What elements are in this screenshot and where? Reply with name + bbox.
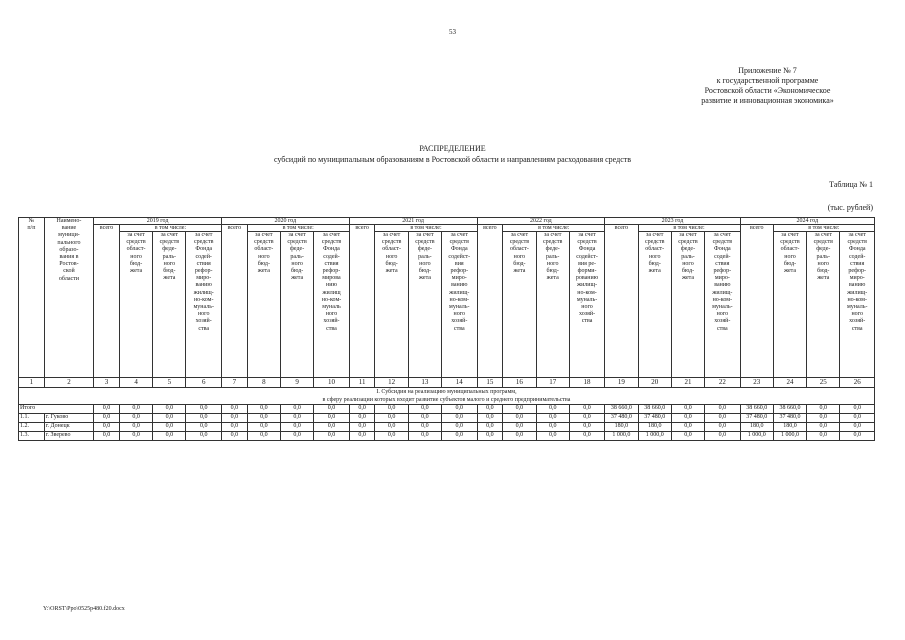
units-label: (тыс. рублей) bbox=[827, 203, 873, 212]
value-cell: 0,0 bbox=[442, 423, 477, 432]
column-number: 26 bbox=[840, 378, 875, 388]
value-cell: 0,0 bbox=[153, 405, 186, 414]
column-number: 10 bbox=[314, 378, 349, 388]
value-cell: 0,0 bbox=[314, 405, 349, 414]
column-number: 2 bbox=[44, 378, 93, 388]
header-total: всего bbox=[740, 225, 773, 378]
value-cell: 0,0 bbox=[153, 423, 186, 432]
value-cell: 0,0 bbox=[671, 405, 704, 414]
header-housing-fund: за счет средств Фонда содейст- вия рефор- миро- ванию жилищ- но-ком- муналь- ного хозяй- ства bbox=[442, 232, 477, 378]
value-cell: 0,0 bbox=[349, 432, 375, 441]
header-year: 2022 год bbox=[477, 218, 605, 225]
header-regional-budget: за счет средств област- ного бюд- жета bbox=[119, 232, 152, 378]
header-housing-fund: за счет средств Фонда содей- ствия рефор- миро- ванию жилищ- но-ком- муналь- ного хозяй- ства bbox=[705, 232, 740, 378]
header-housing-fund: за счет средств Фонда содейст- вия ре- форми- рованию жилищ- но-ком- муналь- ного хозяй- ства bbox=[569, 232, 604, 378]
value-cell: 0,0 bbox=[280, 405, 313, 414]
value-cell: 180,0 bbox=[740, 423, 773, 432]
header-including: в том числе: bbox=[375, 225, 477, 232]
title-line: РАСПРЕДЕЛЕНИЕ bbox=[419, 144, 486, 153]
value-cell: 0,0 bbox=[536, 405, 569, 414]
header-including: в том числе: bbox=[247, 225, 349, 232]
value-cell: 0,0 bbox=[671, 414, 704, 423]
value-cell: 38 660,0 bbox=[638, 405, 671, 414]
value-cell: 0,0 bbox=[569, 405, 604, 414]
column-number: 12 bbox=[375, 378, 408, 388]
value-cell: 0,0 bbox=[477, 423, 503, 432]
value-cell: 0,0 bbox=[840, 405, 875, 414]
value-cell: 38 660,0 bbox=[740, 405, 773, 414]
value-cell: 0,0 bbox=[186, 405, 221, 414]
value-cell: 0,0 bbox=[221, 432, 247, 441]
value-cell: 0,0 bbox=[375, 423, 408, 432]
value-cell: 0,0 bbox=[408, 432, 441, 441]
value-cell: 0,0 bbox=[705, 423, 740, 432]
value-cell: 0,0 bbox=[349, 405, 375, 414]
header-including: в том числе: bbox=[119, 225, 221, 232]
header-regional-budget: за счет средств област- ного бюд- жета bbox=[247, 232, 280, 378]
header-housing-fund: за счет средств Фонда содей- ствия рефор- миро- ванию жилищ- но-ком- муналь- ного хозяй- ства bbox=[840, 232, 875, 378]
header-including: в том числе: bbox=[638, 225, 740, 232]
value-cell: 0,0 bbox=[503, 405, 536, 414]
header-including: в том числе: bbox=[773, 225, 874, 232]
value-cell: 0,0 bbox=[186, 414, 221, 423]
row-municipality: г. Зверево bbox=[44, 432, 93, 441]
value-cell: 180,0 bbox=[773, 423, 806, 432]
header-regional-budget: за счет средств област- ного бюд- жета bbox=[375, 232, 408, 378]
column-number: 15 bbox=[477, 378, 503, 388]
column-number: 24 bbox=[773, 378, 806, 388]
appendix-line: Ростовской области «Экономическое bbox=[704, 86, 831, 95]
value-cell: 0,0 bbox=[408, 405, 441, 414]
value-cell: 0,0 bbox=[840, 414, 875, 423]
value-cell: 0,0 bbox=[280, 414, 313, 423]
value-cell: 180,0 bbox=[605, 423, 638, 432]
value-cell: 0,0 bbox=[408, 414, 441, 423]
table-row bbox=[19, 414, 875, 423]
value-cell: 0,0 bbox=[94, 423, 120, 432]
value-cell: 0,0 bbox=[94, 414, 120, 423]
value-cell: 0,0 bbox=[186, 423, 221, 432]
section-title: I. Субсидия на реализацию муниципальных программ, в сферу реализации которых входит развитие субъектов малого и среднего предпринимательства bbox=[19, 388, 875, 405]
value-cell: 0,0 bbox=[153, 432, 186, 441]
header-federal-budget: за счет средств феде- раль- ного бюд- жета bbox=[408, 232, 441, 378]
column-number: 14 bbox=[442, 378, 477, 388]
table-row bbox=[19, 432, 875, 441]
row-number: 1.2. bbox=[19, 423, 45, 432]
value-cell: 0,0 bbox=[247, 414, 280, 423]
row-number: 1.3. bbox=[19, 432, 45, 441]
header-municipality: Наимено- вание муници- пального образо- вания в Ростов- ской области bbox=[44, 218, 93, 378]
column-number: 21 bbox=[671, 378, 704, 388]
header-num: № п/п bbox=[19, 218, 45, 378]
column-number: 8 bbox=[247, 378, 280, 388]
value-cell: 0,0 bbox=[477, 405, 503, 414]
file-path-footer: Y:\ORST\Ppo\0525p480.f20.docx bbox=[43, 606, 125, 612]
value-cell: 37 480,0 bbox=[773, 414, 806, 423]
appendix-line: к государственной программе bbox=[716, 76, 819, 85]
table-row bbox=[19, 405, 875, 414]
header-federal-budget: за счет средств феде- раль- ного бюд- жета bbox=[807, 232, 840, 378]
column-number: 19 bbox=[605, 378, 638, 388]
column-number: 18 bbox=[569, 378, 604, 388]
header-regional-budget: за счет средств област- ного бюд- жета bbox=[503, 232, 536, 378]
value-cell: 0,0 bbox=[671, 423, 704, 432]
value-cell: 0,0 bbox=[705, 405, 740, 414]
column-number: 4 bbox=[119, 378, 152, 388]
row-municipality: г. Гуково bbox=[44, 414, 93, 423]
value-cell: 0,0 bbox=[221, 414, 247, 423]
value-cell: 0,0 bbox=[442, 432, 477, 441]
value-cell: 0,0 bbox=[442, 405, 477, 414]
row-label: Итого bbox=[19, 405, 94, 414]
row-municipality: г. Донецк bbox=[44, 423, 93, 432]
value-cell: 0,0 bbox=[671, 432, 704, 441]
value-cell: 0,0 bbox=[536, 414, 569, 423]
header-year: 2021 год bbox=[349, 218, 477, 225]
value-cell: 0,0 bbox=[569, 423, 604, 432]
value-cell: 0,0 bbox=[569, 432, 604, 441]
value-cell: 0,0 bbox=[247, 432, 280, 441]
row-number: 1.1. bbox=[19, 414, 45, 423]
column-number: 11 bbox=[349, 378, 375, 388]
value-cell: 37 480,0 bbox=[740, 414, 773, 423]
column-number: 6 bbox=[186, 378, 221, 388]
value-cell: 0,0 bbox=[536, 423, 569, 432]
header-federal-budget: за счет средств феде- раль- ного бюд- жета bbox=[280, 232, 313, 378]
column-number: 5 bbox=[153, 378, 186, 388]
value-cell: 0,0 bbox=[221, 423, 247, 432]
value-cell: 0,0 bbox=[119, 405, 152, 414]
value-cell: 0,0 bbox=[153, 414, 186, 423]
value-cell: 0,0 bbox=[314, 423, 349, 432]
value-cell: 38 660,0 bbox=[773, 405, 806, 414]
header-federal-budget: за счет средств феде- раль- ного бюд- жета bbox=[153, 232, 186, 378]
value-cell: 0,0 bbox=[503, 414, 536, 423]
value-cell: 0,0 bbox=[840, 423, 875, 432]
column-number: 1 bbox=[19, 378, 45, 388]
page-number: 53 bbox=[449, 28, 456, 36]
column-number: 16 bbox=[503, 378, 536, 388]
value-cell: 0,0 bbox=[221, 405, 247, 414]
subsidy-table bbox=[18, 217, 875, 441]
value-cell: 0,0 bbox=[119, 414, 152, 423]
header-federal-budget: за счет средств феде- раль- ного бюд- жета bbox=[536, 232, 569, 378]
value-cell: 38 660,0 bbox=[605, 405, 638, 414]
value-cell: 0,0 bbox=[536, 432, 569, 441]
value-cell: 37 480,0 bbox=[605, 414, 638, 423]
value-cell: 0,0 bbox=[349, 423, 375, 432]
value-cell: 180,0 bbox=[638, 423, 671, 432]
value-cell: 0,0 bbox=[705, 414, 740, 423]
value-cell: 0,0 bbox=[705, 432, 740, 441]
value-cell: 0,0 bbox=[807, 405, 840, 414]
value-cell: 0,0 bbox=[280, 423, 313, 432]
value-cell: 0,0 bbox=[280, 432, 313, 441]
column-number: 9 bbox=[280, 378, 313, 388]
table-row bbox=[19, 423, 875, 432]
value-cell: 0,0 bbox=[119, 432, 152, 441]
header-regional-budget: за счет средств област- ного бюд- жета bbox=[638, 232, 671, 378]
appendix-line: Приложение № 7 bbox=[738, 66, 797, 75]
value-cell: 0,0 bbox=[569, 414, 604, 423]
header-total: всего bbox=[221, 225, 247, 378]
value-cell: 0,0 bbox=[503, 423, 536, 432]
table-number: Таблица № 1 bbox=[829, 180, 873, 189]
column-number: 13 bbox=[408, 378, 441, 388]
value-cell: 0,0 bbox=[314, 414, 349, 423]
header-year: 2024 год bbox=[740, 218, 874, 225]
header-year: 2020 год bbox=[221, 218, 349, 225]
value-cell: 0,0 bbox=[477, 414, 503, 423]
value-cell: 1 000,0 bbox=[605, 432, 638, 441]
header-total: всего bbox=[477, 225, 503, 378]
column-number: 25 bbox=[807, 378, 840, 388]
value-cell: 0,0 bbox=[349, 414, 375, 423]
value-cell: 0,0 bbox=[375, 432, 408, 441]
table-body bbox=[19, 388, 875, 441]
header-federal-budget: за счет средств феде- раль- ного бюд- жета bbox=[671, 232, 704, 378]
value-cell: 0,0 bbox=[247, 405, 280, 414]
value-cell: 0,0 bbox=[186, 432, 221, 441]
appendix-heading bbox=[655, 66, 880, 106]
column-number: 3 bbox=[94, 378, 120, 388]
header-year: 2019 год bbox=[94, 218, 222, 225]
value-cell: 0,0 bbox=[807, 414, 840, 423]
value-cell: 37 480,0 bbox=[638, 414, 671, 423]
value-cell: 1 000,0 bbox=[638, 432, 671, 441]
value-cell: 0,0 bbox=[807, 423, 840, 432]
value-cell: 0,0 bbox=[503, 432, 536, 441]
header-housing-fund: за счет средств Фонда содей- ствия рефор- мирова нию жилищ но-ком- муналь ного хозяй- ства bbox=[314, 232, 349, 378]
header-total: всего bbox=[349, 225, 375, 378]
appendix-line: развитие и инновационная экономика» bbox=[701, 96, 834, 105]
document-title bbox=[0, 143, 905, 165]
subtitle-line: субсидий по муниципальным образованиям в Ростовской области и направлениям расходования средств bbox=[273, 155, 632, 164]
value-cell: 1 000,0 bbox=[773, 432, 806, 441]
value-cell: 0,0 bbox=[314, 432, 349, 441]
column-number: 7 bbox=[221, 378, 247, 388]
header-including: в том числе: bbox=[503, 225, 605, 232]
header-total: всего bbox=[605, 225, 638, 378]
header-housing-fund: за счет средств Фонда содей- ствия рефор- миро- ванию жилищ- но-ком- муналь- ного хозяй- ства bbox=[186, 232, 221, 378]
header-year: 2023 год bbox=[605, 218, 740, 225]
column-number: 22 bbox=[705, 378, 740, 388]
column-number: 17 bbox=[536, 378, 569, 388]
column-number: 20 bbox=[638, 378, 671, 388]
value-cell: 0,0 bbox=[375, 405, 408, 414]
value-cell: 0,0 bbox=[807, 432, 840, 441]
value-cell: 0,0 bbox=[94, 432, 120, 441]
table-header bbox=[19, 218, 875, 388]
value-cell: 0,0 bbox=[408, 423, 441, 432]
value-cell: 0,0 bbox=[247, 423, 280, 432]
header-total: всего bbox=[94, 225, 120, 378]
column-number: 23 bbox=[740, 378, 773, 388]
header-regional-budget: за счет средств област- ного бюд- жета bbox=[773, 232, 806, 378]
value-cell: 0,0 bbox=[442, 414, 477, 423]
value-cell: 0,0 bbox=[477, 432, 503, 441]
value-cell: 1 000,0 bbox=[740, 432, 773, 441]
value-cell: 0,0 bbox=[94, 405, 120, 414]
value-cell: 0,0 bbox=[119, 423, 152, 432]
value-cell: 0,0 bbox=[840, 432, 875, 441]
value-cell: 0,0 bbox=[375, 414, 408, 423]
